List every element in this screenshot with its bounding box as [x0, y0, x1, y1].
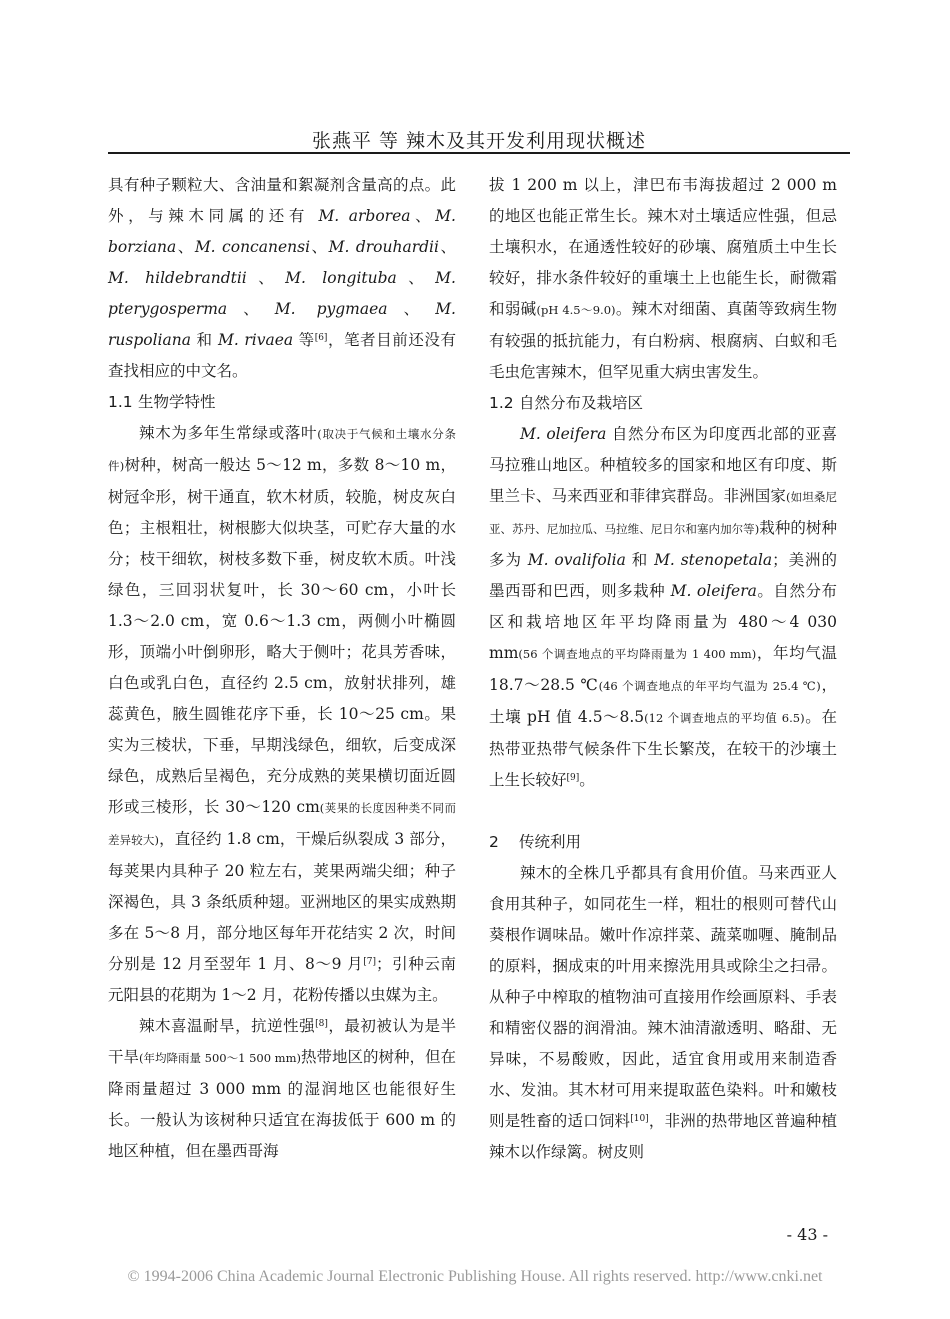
species-name: M. hildebrandtii — [108, 269, 247, 287]
text-run: ，年均气温 18.7～28.5 ℃ — [489, 644, 837, 694]
species-name: M. rivaea — [218, 331, 294, 349]
species-name: M. longituba — [285, 269, 397, 287]
text-run: 等 — [293, 331, 315, 349]
text-run: 、 — [176, 238, 195, 256]
text-run: ，直径约 1.8 cm，干燥后纵裂成 3 部分，每荚果内具种子 20 粒左右，荚果两端尖细；种子深褐色，具 3 条纸质种翅。亚洲地区的果实成熟期多在 5～8 月，部分地区每年开花结实 2 次，时间分别是 12 月至翌年 1 月、8～9 月 — [108, 830, 456, 973]
species-name: M. arborea — [318, 207, 411, 225]
text-run: ，笔者目前还没有查找相应的中文名。 — [108, 331, 456, 380]
species-name: M. borziana — [108, 207, 456, 256]
text-run: 热带地区的树种，但在降雨量超过 3 000 mm 的湿润地区也能很好生长。一般认为该树种只适宜在海拔低于 600 m 的地区种植，但在墨西哥海 — [108, 1048, 456, 1160]
section-number: 1.1 — [108, 393, 133, 411]
species-name: M. ovalifolia — [527, 551, 626, 569]
paragraph — [108, 418, 456, 1011]
text-run: 。自然分布区和栽培地区年平均降雨量为 480～4 030 mm — [489, 582, 837, 662]
species-name: M. oleifera — [520, 425, 607, 443]
section-heading-1-2 — [489, 388, 837, 419]
paragraph — [489, 170, 837, 388]
text-run: 。辣木对细菌、真菌等致病生物有较强的抵抗能力，有白粉病、根腐病、白蚁和毛毛虫危害辣木，但罕见重大病虫害发生。 — [489, 300, 837, 381]
parenthetical-note: (取决于气候和土壤水分条件) — [108, 427, 456, 473]
citation: [9] — [566, 773, 580, 783]
running-header: 张燕平 等 辣木及其开发利用现状概述 — [311, 130, 647, 152]
text-run: 。在热带亚热带气候条件下生长繁茂，在较干的沙壤土上生长较好 — [489, 708, 837, 789]
citation: [7] — [363, 957, 376, 967]
text-run: 。 — [579, 771, 595, 789]
text-run: 、 — [387, 300, 436, 318]
text-run: 辣木为多年生常绿或落叶 — [139, 424, 318, 442]
section-title: 自然分布及栽培区 — [519, 394, 644, 412]
text-run: 、 — [310, 238, 329, 256]
text-run: 栽种的树种多为 — [489, 519, 837, 569]
parenthetical-note: (年均降雨量 500～1 500 mm) — [139, 1051, 301, 1065]
text-run: 树种，树高一般达 5～12 m，多数 8～10 m，树冠伞形，树干通直，软木材质，较脆，树皮灰白色；主根粗壮，树根膨大似块茎，可贮存大量的水分；枝干细软，树枝多数下垂，树皮软木质。叶浅绿色，三回羽状复叶，长 30～60 cm，小叶长 1.3～2.0 cm，宽 0.6～1.3 cm，两侧小叶椭圆形，顶端小叶倒卵形，略大于侧叶；花具芳香味，白色或乳白色，直径约 2.5 cm，放射状排列，雄蕊黄色，腋生圆锥花序下垂，长 10～25 cm。果实为三棱状，下垂，早期浅绿色，细软，后变成深绿色，成熟后呈褐色，充分成熟的荚果横切面近圆形或三棱形，长 30～120 cm — [108, 456, 456, 816]
species-name: M. ruspoliana — [108, 300, 456, 349]
section-number: 2 — [489, 833, 499, 851]
right-column — [489, 170, 837, 1168]
text-run: 和 — [190, 331, 219, 349]
section-heading-2 — [489, 827, 837, 858]
text-run: 和 — [625, 551, 655, 569]
text-run: 、 — [227, 300, 275, 318]
section-title: 生物学特性 — [138, 393, 216, 411]
text-run: 自然分布区为印度西北部的亚喜马拉雅山地区。种植较多的国家和地区有印度、斯里兰卡、马来西亚和菲律宾群岛。非洲国家 — [489, 425, 837, 505]
citation: [8] — [315, 1019, 328, 1029]
text-run: ，最初被认为是半干旱 — [108, 1017, 456, 1066]
text-run: 、 — [246, 269, 286, 287]
text-run: 辣木的全株几乎都具有食用价值。马来西亚人食用其种子，如同花生一样，粗壮的根则可替代山葵根作调味品。嫩叶作凉拌菜、蔬菜咖喱、腌制品的原料，捆成束的叶用来擦洗用具或除尘之扫帚。从种子中榨取的植物油可直接用作绘画原料、手表和精密仪器的润滑油。辣木油清澈透明、略甜、无异味，不易酸败，因此，适宜食用或用来制造香水、发油。其木材可用来提取蓝色染料。叶和嫩枝则是牲畜的适口饲料 — [489, 864, 837, 1130]
citation: [10] — [630, 1114, 649, 1124]
text-run: ；引种云南元阳县的花期为 1～2 月，花粉传播以虫媒为主。 — [108, 955, 456, 1004]
text-run: 、 — [438, 238, 456, 256]
species-name: M. stenopetala — [654, 551, 773, 569]
text-run: 辣木喜温耐旱，抗逆性强 — [139, 1017, 316, 1035]
parenthetical-note: (如坦桑尼亚、苏丹、尼加拉瓜、马拉维、尼日尔和塞内加尔等) — [489, 490, 837, 536]
text-run: 、 — [396, 269, 436, 287]
section-heading-1-1 — [108, 387, 456, 418]
left-column — [108, 170, 456, 1167]
species-name: M. drouhardii — [328, 238, 439, 256]
text-run: 拔 1 200 m 以上，津巴布韦海拔超过 2 000 m 的地区也能正常生长。辣木对土壤适应性强，但忌土壤积水，在通透性较好的砂壤、腐殖质土中生长较好，排水条件较好的重壤土上也能生长，耐微霜和弱碱 — [489, 176, 837, 318]
parenthetical-note: (荚果的长度因种类不同而差异较大) — [108, 801, 456, 847]
text-run: ，非洲的热带地区普遍种植辣木以作绿篱。树皮则 — [489, 1112, 837, 1161]
copyright-footer: © 1994-2006 China Academic Journal Electronic Publishing House. All rights reserved. http://www.cnki.net — [127, 1268, 823, 1285]
text-run: 具有种子颗粒大、含油量和絮凝剂含量高的点。此外，与辣木同属的还有 — [108, 176, 456, 225]
parenthetical-note: (46 个调查地点的年平均气温为 25.4 ℃) — [598, 679, 821, 693]
parenthetical-note: (pH 4.5～9.0) — [536, 303, 616, 317]
species-name: M. pterygosperma — [108, 269, 456, 318]
text-run: ；美洲的墨西哥和巴西，则多栽种 — [489, 551, 837, 600]
text-run: ，土壤 pH 值 4.5～8.5 — [489, 676, 837, 726]
parenthetical-note: (12 个调查地点的平均值 6.5) — [644, 711, 805, 725]
section-title: 传统利用 — [519, 833, 582, 851]
paragraph — [108, 170, 456, 387]
paragraph — [489, 419, 837, 796]
paragraph — [108, 1011, 456, 1167]
species-name: M. concanensi — [194, 238, 311, 256]
species-name: M. oleifera — [670, 582, 757, 600]
paragraph — [489, 858, 837, 1168]
header-rule — [108, 152, 850, 154]
citation: [6] — [314, 333, 328, 343]
parenthetical-note: (56 个调查地点的平均降雨量为 1 400 mm) — [518, 647, 757, 661]
species-name: M. pygmaea — [274, 300, 388, 318]
section-number: 1.2 — [489, 394, 514, 412]
text-run: 、 — [410, 207, 436, 225]
page-number: - 43 - — [786, 1225, 828, 1244]
